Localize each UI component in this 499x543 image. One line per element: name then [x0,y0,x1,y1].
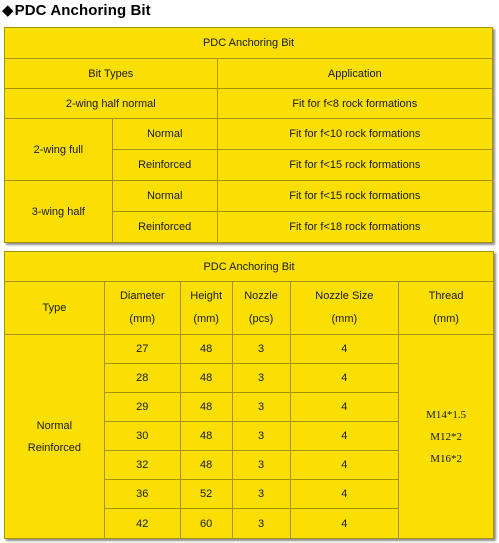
header-label: Diameter [119,290,165,302]
thread-cell [399,335,494,539]
type-cell [5,335,105,539]
table-header-row [5,282,494,335]
application-cell: Fit for f<10 rock formations [217,119,492,150]
bit-type-cell: 2-wing full [5,119,113,181]
table-title: PDC Anchoring Bit [5,28,493,59]
nozzle-size-cell: 4 [290,335,399,364]
bit-type-cell: 3-wing half [5,181,113,243]
nozzle-size-cell: 4 [290,509,399,539]
nozzle-size-cell: 4 [290,393,399,422]
page-heading [2,1,151,19]
header-application: Application [217,59,492,89]
application-cell: Fit for f<15 rock formations [217,181,492,212]
table-row [5,181,493,212]
heading-text: PDC Anchoring Bit [14,2,151,19]
header-unit: (pcs) [248,313,274,325]
thread-value: M14*1.5 [426,408,467,421]
header-unit: (mm) [433,313,459,325]
header-nozzle-size [290,282,399,335]
diameter-cell: 36 [104,480,180,509]
header-nozzle [232,282,290,335]
application-cell: Fit for f<8 rock formations [217,89,492,119]
height-cell: 48 [180,335,232,364]
height-cell: 48 [180,451,232,480]
nozzle-size-cell: 4 [290,451,399,480]
header-label: Nozzle Size [315,290,374,302]
height-cell: 52 [180,480,232,509]
header-diameter [104,282,180,335]
header-unit: (mm) [193,313,219,325]
nozzle-cell: 3 [232,509,290,539]
variant-cell: Normal [112,119,217,150]
nozzle-cell: 3 [232,451,290,480]
table-row [5,89,493,119]
table-row [5,119,493,150]
diamond-icon: ◆ [2,2,14,19]
table-title: PDC Anchoring Bit [5,252,494,282]
header-height [180,282,232,335]
nozzle-cell: 3 [232,480,290,509]
diameter-cell: 32 [104,451,180,480]
nozzle-size-cell: 4 [290,422,399,451]
nozzle-cell: 3 [232,422,290,451]
header-label: Thread [428,290,464,302]
header-unit: (mm) [331,313,358,325]
thread-value: M12*2 [430,430,462,443]
diameter-cell: 42 [104,509,180,539]
header-label: Nozzle [244,290,278,302]
header-type: Type [5,282,105,335]
header-bit-types: Bit Types [5,59,218,89]
bit-type-cell: 2-wing half normal [5,89,218,119]
specs-table [4,251,494,539]
type-normal: Normal [36,419,73,432]
header-label: Height [190,290,223,302]
diameter-cell: 27 [104,335,180,364]
diameter-cell: 30 [104,422,180,451]
table-header-row [5,59,493,89]
application-cell: Fit for f<18 rock formations [217,212,492,243]
thread-value: M16*2 [430,452,462,465]
table-title-row [5,252,494,282]
height-cell: 48 [180,393,232,422]
table-row [5,335,494,364]
variant-cell: Reinforced [112,150,217,181]
table-title-row [5,28,493,59]
nozzle-cell: 3 [232,393,290,422]
variant-cell: Normal [112,181,217,212]
diameter-cell: 28 [104,364,180,393]
diameter-cell: 29 [104,393,180,422]
header-unit: (mm) [129,313,156,325]
nozzle-cell: 3 [232,364,290,393]
nozzle-size-cell: 4 [290,364,399,393]
height-cell: 48 [180,422,232,451]
type-reinforced: Reinforced [27,441,81,454]
application-cell: Fit for f<15 rock formations [217,150,492,181]
bit-types-table [4,27,493,243]
nozzle-size-cell: 4 [290,480,399,509]
nozzle-cell: 3 [232,335,290,364]
height-cell: 48 [180,364,232,393]
height-cell: 60 [180,509,232,539]
variant-cell: Reinforced [112,212,217,243]
header-thread [399,282,494,335]
